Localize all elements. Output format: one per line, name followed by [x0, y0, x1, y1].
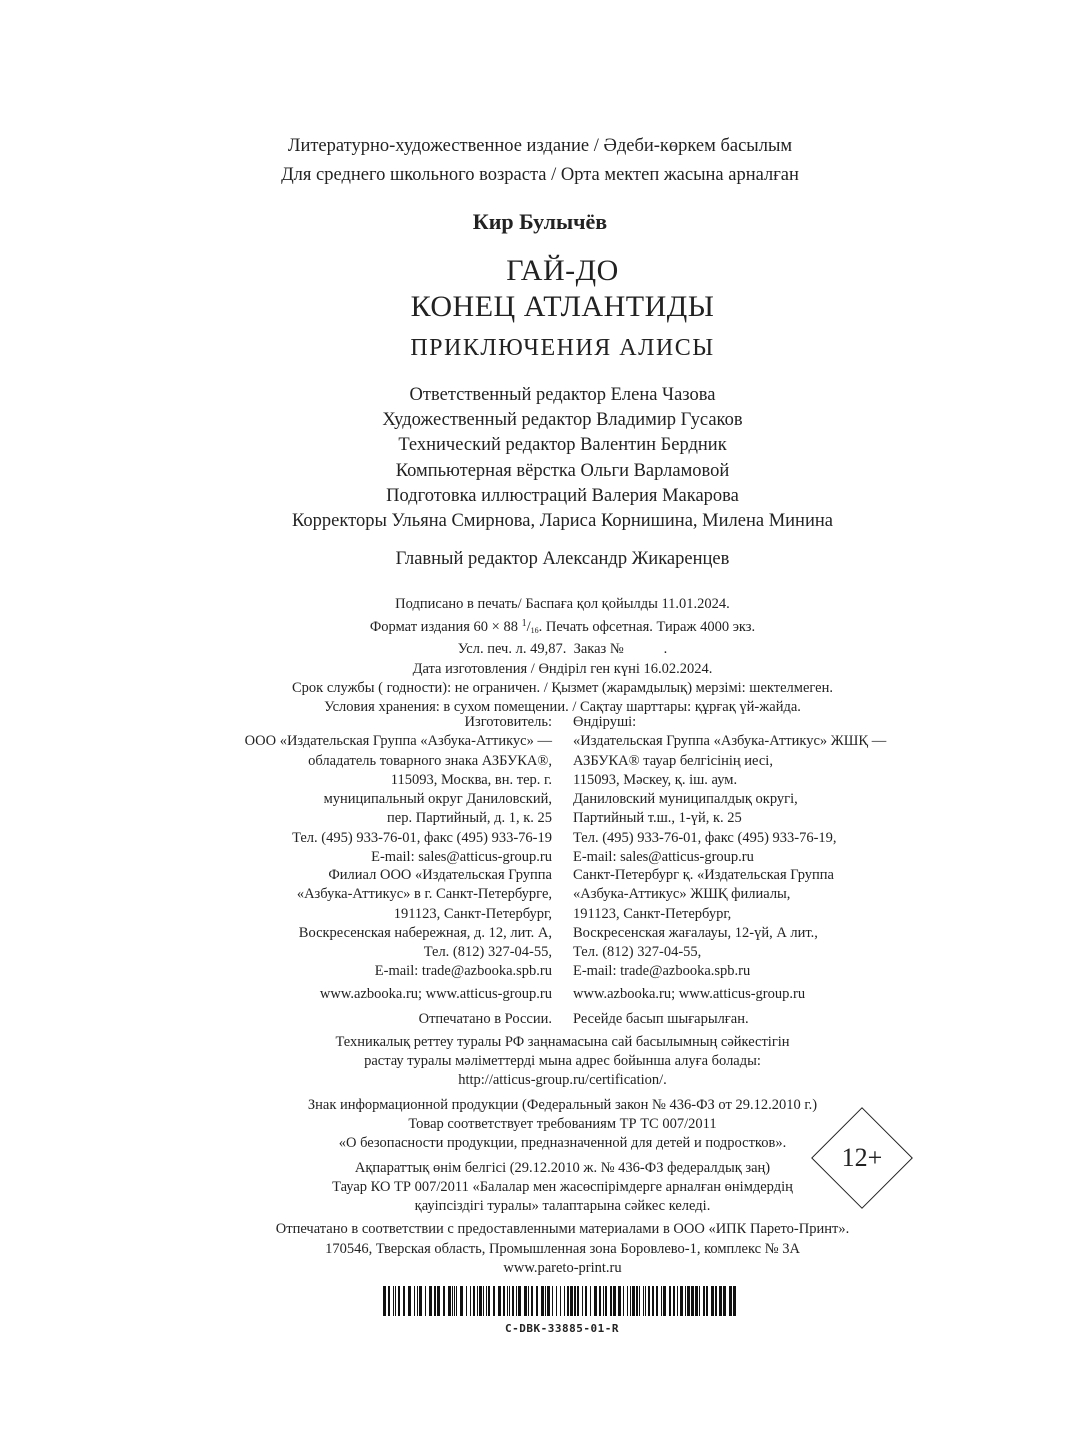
text-line: қауіпсіздігі туралы» талаптарына сәйкес келеді. — [414, 1198, 711, 1214]
barcode-bar — [414, 1286, 415, 1316]
text-line: Воскресенская набережная, д. 12, лит. А, — [298, 924, 552, 941]
format-denominator: 16 — [530, 626, 539, 636]
printed-in-ru: Отпечатано в России. — [418, 1011, 552, 1027]
chief-editor: Главный редактор Александр Жикаренцев — [395, 549, 730, 569]
text-line: Товар соответствует требованиям ТР ТС 007/2011 — [408, 1116, 717, 1132]
barcode-bar — [703, 1286, 705, 1316]
barcode — [383, 1286, 741, 1316]
book-titles — [0, 253, 1080, 325]
text-line: обладатель товарного знака АЗБУКА®, — [308, 752, 552, 769]
info-mark-kz — [0, 1159, 1080, 1216]
barcode-bar — [564, 1286, 565, 1316]
text-line: 191123, Санкт-Петербург, — [393, 905, 552, 922]
barcode-bar — [639, 1286, 640, 1316]
barcode-bar — [493, 1286, 495, 1316]
text-line: Партийный т.ш., 1-үй, к. 25 — [573, 810, 742, 827]
barcode-bar — [486, 1286, 487, 1316]
format-numerator: 1 — [521, 618, 527, 630]
barcode-bar — [417, 1286, 418, 1316]
text-line: «Азбука-Аттикус» в г. Санкт-Петербурге, — [296, 886, 552, 903]
info-mark-ru — [0, 1096, 1080, 1153]
text-line: «Издательская Группа «Азбука-Аттикус» ЖШҚ — — [573, 733, 887, 750]
text-line: Санкт-Петербург қ. «Издательская Группа — [573, 867, 834, 883]
staff-line: Подготовка иллюстраций Валерия Макарова — [386, 485, 739, 506]
barcode-bar — [403, 1286, 405, 1316]
barcode-bar — [531, 1286, 533, 1316]
barcode-bar — [479, 1286, 482, 1316]
barcode-bar — [503, 1286, 505, 1316]
manufacturer-block — [0, 713, 1080, 866]
text-line: ООО «Издательская Группа «Азбука-Аттикус» — — [244, 733, 552, 750]
text-line: 191123, Санкт-Петербург, — [573, 905, 732, 922]
text-line: пер. Партийный, д. 1, к. 25 — [387, 810, 552, 827]
printed-in-kz: Ресейде басып шығарылған. — [573, 1011, 749, 1027]
barcode-bar — [610, 1286, 612, 1316]
barcode-bar — [516, 1286, 517, 1316]
barcode-bar — [627, 1286, 628, 1316]
barcode-bar — [687, 1286, 690, 1316]
barcode-bar — [594, 1286, 597, 1316]
text-line: Өндіруші: — [573, 714, 637, 730]
barcode-bar — [645, 1286, 646, 1316]
barcode-bar — [512, 1286, 514, 1316]
barcode-bar — [434, 1286, 436, 1316]
barcode-bar — [677, 1286, 678, 1316]
text-line: Тауар КО ТР 007/2011 «Балалар мен жасөспірімдерге арналған өнімдердің — [332, 1179, 793, 1195]
book-author: Кир Булычёв — [472, 209, 608, 234]
barcode-bar — [699, 1286, 700, 1316]
barcode-bar — [590, 1286, 591, 1316]
barcode-bar — [636, 1286, 638, 1316]
barcode-bar — [483, 1286, 484, 1316]
barcode-bar — [691, 1286, 694, 1316]
text-line: Изготовитель: — [464, 714, 552, 730]
format-prefix: Формат издания 60 × 88 — [369, 619, 522, 636]
barcode-bar — [454, 1286, 455, 1316]
barcode-bar — [443, 1286, 445, 1316]
text-line: муниципальный округ Даниловский, — [323, 791, 552, 808]
manufacturer-kz — [573, 713, 886, 867]
barcode-bar — [605, 1286, 607, 1316]
signed-date: Подписано в печать/ Баспаға қол қойылды 11.01.2024. — [395, 596, 730, 612]
title-line: КОНЕЦ АТЛАНТИДЫ — [410, 290, 715, 323]
barcode-bar — [509, 1286, 510, 1316]
barcode-bar — [729, 1286, 732, 1316]
text-line: 170546, Тверская область, Промышленная зона Боровлево-1, комплекс № 3А — [325, 1240, 800, 1257]
email-line: E-mail: trade@azbooka.spb.ru — [573, 963, 751, 980]
barcode-bar — [673, 1286, 675, 1316]
barcode-bar — [618, 1286, 621, 1316]
sheets-order: Усл. печ. л. 49,87. Заказ № . — [457, 641, 668, 658]
format-line — [0, 614, 1080, 640]
edition-header — [0, 132, 1080, 190]
barcode-bar — [648, 1286, 650, 1316]
manufacturer-ru — [245, 713, 552, 867]
barcode-bar — [577, 1286, 579, 1316]
service-life: Срок службы ( годности): не ограничен. / Қызмет (жарамдылық) мерзімі: шектелмеген. — [292, 679, 833, 696]
text-line: «Азбука-Аттикус» ЖШҚ филиалы, — [573, 886, 791, 903]
text-line: Тел. (495) 933-76-01, факс (495) 933-76-19, — [573, 829, 837, 846]
staff-line: Ответственный редактор Елена Чазова — [409, 385, 716, 405]
text-line: Филиал ООО «Издательская Группа — [328, 867, 552, 883]
barcode-bar — [545, 1286, 546, 1316]
barcode-bar — [706, 1286, 708, 1316]
barcode-bar — [470, 1286, 471, 1316]
barcode-bar — [719, 1286, 722, 1316]
barcode-bar — [398, 1286, 400, 1316]
barcode-bar — [556, 1286, 557, 1316]
barcode-bar — [452, 1286, 453, 1316]
barcode-bar — [652, 1286, 654, 1316]
barcode-bar — [437, 1286, 440, 1316]
barcode-bar — [723, 1286, 726, 1316]
barcode-bar — [507, 1286, 508, 1316]
printer-website: www.pareto-print.ru — [503, 1260, 622, 1276]
barcode-bar — [715, 1286, 717, 1316]
barcode-bar — [488, 1286, 490, 1316]
barcode-bar — [456, 1286, 457, 1316]
filial-ru — [297, 866, 552, 982]
series-subtitle: ПРИКЛЮЧЕНИЯ АЛИСЫ — [410, 335, 715, 361]
barcode-bar — [425, 1286, 426, 1316]
text-line: Техникалық реттеу туралы РФ заңнамасына сай басылымның сәйкестігін — [335, 1034, 790, 1050]
barcode-bar — [466, 1286, 467, 1316]
text-line: 115093, Москва, вн. тер. г. — [390, 771, 552, 788]
staff-line: Художественный редактор Владимир Гусаков — [382, 410, 743, 431]
text-line: Тел. (812) 327-04-55, — [573, 944, 702, 961]
barcode-bar — [613, 1286, 616, 1316]
filial-kz — [573, 866, 834, 982]
text-line: Воскресенская жағалауы, 12-үй, А лит., — [573, 924, 818, 941]
barcode-bar — [685, 1286, 686, 1316]
title-line: ГАЙ-ДО — [506, 254, 619, 287]
barcode-bar — [570, 1286, 573, 1316]
text-line: Тел. (812) 327-04-55, — [423, 944, 552, 961]
certification-url: http://atticus-group.ru/certification/. — [458, 1072, 667, 1088]
text-line: растау туралы мәліметтерді мына адрес бойынша алуға болады: — [364, 1053, 761, 1069]
barcode-bar — [518, 1286, 521, 1316]
barcode-bar — [477, 1286, 478, 1316]
email-line: E-mail: sales@atticus-group.ru — [573, 849, 754, 866]
genre-line: Литературно-художественное издание / Әдеби-көркем басылым — [287, 136, 793, 156]
staff-line: Корректоры Ульяна Смирнова, Лариса Корнишина, Милена Минина — [292, 511, 833, 532]
audience-line: Для среднего школьного возраста / Орта мектеп жасына арналған — [281, 165, 799, 185]
email-line: E-mail: sales@atticus-group.ru — [371, 849, 552, 866]
barcode-bar — [524, 1286, 527, 1316]
barcode-bar — [669, 1286, 671, 1316]
website-kz: www.azbooka.ru; www.atticus-group.ru — [573, 986, 806, 1002]
website-ru: www.azbooka.ru; www.atticus-group.ru — [319, 986, 552, 1002]
certification-note — [0, 1033, 1080, 1090]
format-slash: / — [526, 619, 531, 636]
barcode-bar — [541, 1286, 544, 1316]
barcode-bar — [473, 1286, 475, 1316]
barcode-bar — [536, 1286, 538, 1316]
barcode-bar — [680, 1286, 683, 1316]
barcode-bar — [547, 1286, 550, 1316]
barcode-bar — [623, 1286, 624, 1316]
text-line: 115093, Мәскеу, қ. іш. аум. — [573, 771, 738, 788]
barcode-bar — [630, 1286, 631, 1316]
editorial-staff — [0, 383, 1080, 534]
barcode-bar — [661, 1286, 662, 1316]
barcode-bar — [552, 1286, 553, 1316]
barcode-bar — [393, 1286, 394, 1316]
email-line: E-mail: trade@azbooka.spb.ru — [374, 963, 552, 980]
printed-in — [0, 1010, 1080, 1032]
barcode-bar — [711, 1286, 714, 1316]
barcode-bar — [599, 1286, 601, 1316]
barcode-code: C-DBK-33885-01-R — [505, 1322, 619, 1335]
barcode-bar — [656, 1286, 658, 1316]
format-suffix: . Печать офсетная. Тираж 4000 экз. — [538, 619, 756, 636]
barcode-bar — [388, 1286, 390, 1316]
text-line: Отпечатано в соответствии с предоставленными материалами в ООО «ИПК Парето-Принт». — [275, 1221, 850, 1237]
text-line: АЗБУКА® тауар белгісінің иесі, — [573, 752, 773, 769]
staff-line: Технический редактор Валентин Бердник — [398, 435, 727, 456]
barcode-bar — [582, 1286, 583, 1316]
barcode-bar — [419, 1286, 422, 1316]
barcode-bar — [560, 1286, 561, 1316]
barcode-bar — [585, 1286, 587, 1316]
text-line: Даниловский муниципалдық округі, — [573, 791, 798, 808]
staff-line: Компьютерная вёрстка Ольги Варламовой — [395, 460, 730, 481]
barcode-bar — [429, 1286, 432, 1316]
barcode-bar — [460, 1286, 463, 1316]
barcode-bar — [383, 1286, 386, 1316]
age-rating-label: 12+ — [841, 1143, 883, 1172]
barcode-bar — [528, 1286, 529, 1316]
barcode-bar — [448, 1286, 451, 1316]
text-line: Знак информационной продукции (Федеральный закон № 436-ФЗ от 29.12.2010 г.) — [307, 1097, 818, 1113]
barcode-bar — [603, 1286, 604, 1316]
barcode-bar — [663, 1286, 666, 1316]
printer-info — [0, 1220, 1080, 1279]
barcode-bar — [395, 1286, 396, 1316]
barcode-bar — [567, 1286, 569, 1316]
text-line: Ақпараттық өнім белгісі (29.12.2010 ж. № 436-ФЗ федералдық заң) — [354, 1160, 771, 1176]
barcode-bar — [733, 1286, 736, 1316]
made-date: Дата изготовления / Өндіріл ген күні 16.02.2024. — [412, 660, 713, 677]
text-line: «О безопасности продукции, предназначенной для детей и подростков». — [338, 1135, 787, 1151]
print-info — [0, 595, 1080, 717]
barcode-bar — [574, 1286, 576, 1316]
barcode-bar — [643, 1286, 644, 1316]
websites — [0, 985, 1080, 1007]
barcode-bar — [695, 1286, 698, 1316]
filial-block — [0, 866, 1080, 981]
barcode-bar — [632, 1286, 635, 1316]
barcode-bar — [408, 1286, 411, 1316]
storage-conditions: Условия хранения: в сухом помещении. / Сақтау шарттары: құрғақ үй-жайда. — [324, 699, 801, 716]
text-line: Тел. (495) 933-76-01, факс (495) 933-76-19 — [292, 829, 552, 846]
barcode-bar — [498, 1286, 501, 1316]
